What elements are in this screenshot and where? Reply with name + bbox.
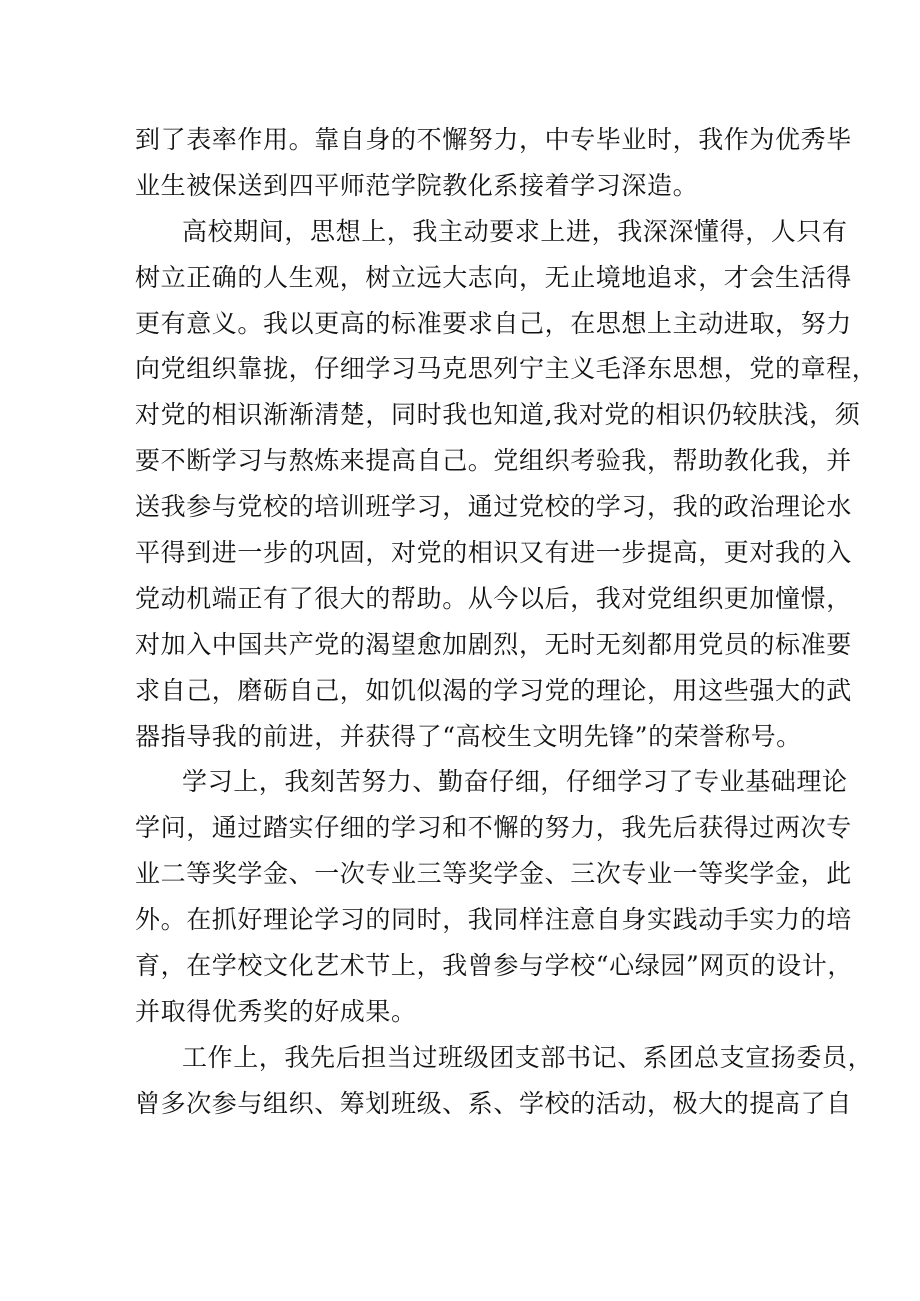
text-line: 育，在学校文化艺术节上，我曾参与学校“心绿园”网页的设计，: [135, 951, 853, 981]
text-line: 对党的相识渐渐清楚，同时我也知道,我对党的相识仍较肤浅，须: [135, 400, 861, 430]
text-line: 外。在抓好理论学习的同时，我同样注意自身实践动手实力的培: [135, 905, 852, 935]
text-line: 业二等奖学金、一次专业三等奖学金、三次专业一等奖学金，此: [135, 859, 852, 889]
text-line: 到了表率作用。靠自身的不懈努力，中专毕业时，我作为优秀毕: [135, 125, 852, 154]
text-line: 要不断学习与熬炼来提高自己。党组织考验我，帮助教化我，并: [135, 446, 852, 476]
text-line: 并取得优秀奖的好成果。: [135, 996, 417, 1026]
text-line: 求自己，磨砺自己，如饥似渴的学习党的理论，用这些强大的武: [135, 675, 852, 705]
text-line: 更有意义。我以更高的标准要求自己，在思想上主动进取，努力: [135, 308, 852, 338]
text-line: 器指导我的前进，并获得了“高校生文明先锋”的荣誉称号。: [135, 721, 802, 751]
text-line: 向党组织靠拢，仔细学习马克思列宁主义毛泽东思想，党的章程，: [135, 354, 878, 384]
paragraph-first-line: 工作上，我先后担当过班级团支部书记、系团总支宣扬委员，: [182, 1042, 874, 1072]
text-line: 学问，通过踏实仔细的学习和不懈的努力，我先后获得过两次专: [135, 813, 852, 843]
text-line: 树立正确的人生观，树立远大志向，无止境地追求，才会生活得: [135, 262, 852, 292]
paragraph-first-line: 学习上，我刻苦努力、勤奋仔细，仔细学习了专业基础理论: [182, 767, 848, 797]
body-text: [135, 117, 878, 1127]
text-line: 党动机端正有了很大的帮助。从今以后，我对党组织更加憧憬，: [135, 583, 852, 613]
text-line: 平得到进一步的巩固，对党的相识又有进一步提高，更对我的入: [135, 538, 852, 568]
text-line: 曾多次参与组织、筹划班级、系、学校的活动，极大的提高了自: [135, 1088, 852, 1118]
paragraph-first-line: 高校期间，思想上，我主动要求上进，我深深懂得，人只有: [182, 216, 848, 246]
text-line: 业生被保送到四平师范学院教化系接着学习深造。: [135, 170, 699, 200]
text-line: 送我参与党校的培训班学习，通过党校的学习，我的政治理论水: [135, 492, 852, 522]
text-line: 对加入中国共产党的渴望愈加剧烈，无时无刻都用党员的标准要: [135, 629, 852, 659]
